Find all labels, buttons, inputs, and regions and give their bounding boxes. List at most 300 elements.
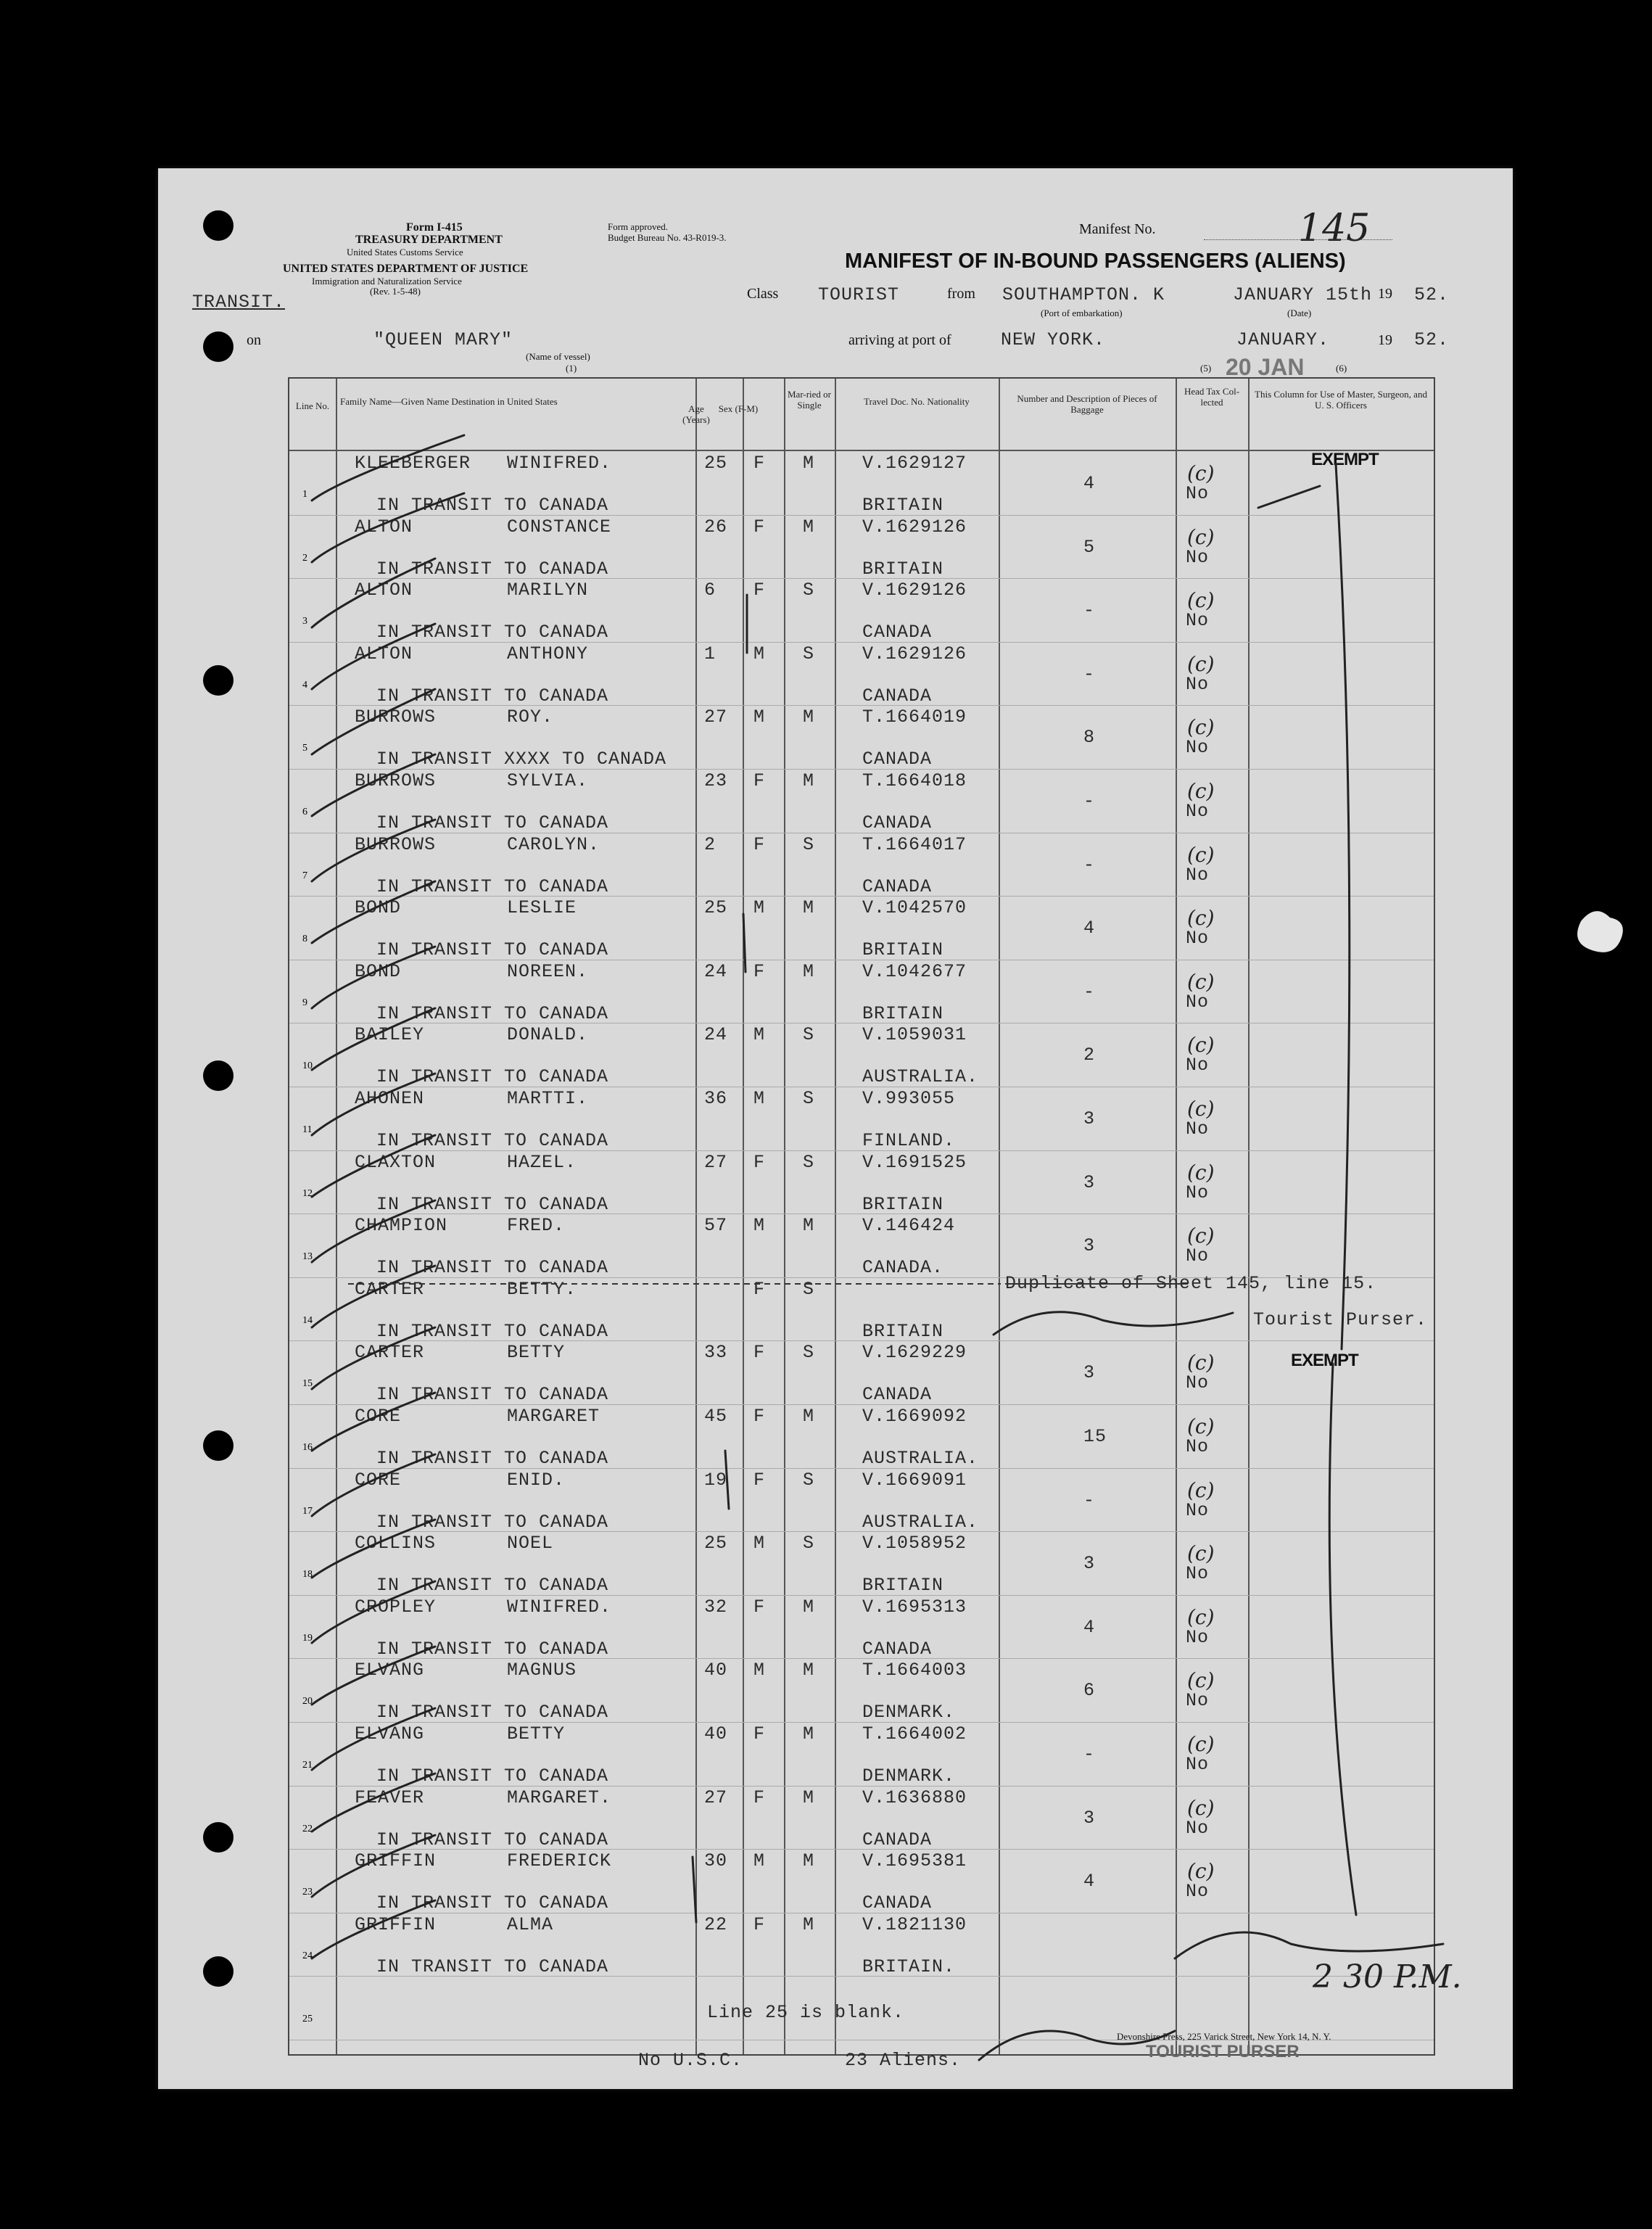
passenger-married: M <box>803 1850 815 1872</box>
passenger-age: 25 <box>704 1533 728 1554</box>
passenger-married: M <box>803 770 815 791</box>
passenger-age: 57 <box>704 1215 728 1237</box>
head-tax-mark: (c) <box>1187 1795 1215 1820</box>
passenger-married: M <box>803 1723 815 1744</box>
exempt-stamp-2: EXEMPT <box>1291 1351 1358 1370</box>
passenger-age: 23 <box>704 770 728 791</box>
duplicate-note: Duplicate of Sheet 145, line 15. <box>1005 1273 1377 1294</box>
destination: IN TRANSIT TO CANADA <box>376 812 609 833</box>
passenger-age: 27 <box>704 1151 728 1173</box>
treasury-dept: TREASURY DEPARTMENT <box>355 234 503 246</box>
passenger-given-name: LESLIE <box>507 897 577 919</box>
destination: IN TRANSIT TO CANADA <box>376 1320 609 1342</box>
checkmark <box>312 435 464 500</box>
passenger-given-name: MAGNUS <box>507 1660 577 1681</box>
nationality: CANADA <box>862 1829 933 1850</box>
head-tax-mark: (c) <box>1187 779 1215 803</box>
destination: IN TRANSIT TO CANADA <box>376 1193 609 1215</box>
passenger-given-name: HAZEL. <box>507 1151 577 1173</box>
nationality: CANADA <box>862 1892 933 1914</box>
head-tax-mark: (c) <box>1187 1160 1215 1184</box>
passenger-age: 25 <box>704 897 728 919</box>
justice-dept: UNITED STATES DEPARTMENT OF JUSTICE <box>283 263 529 275</box>
row-line-no: 7 <box>302 870 307 881</box>
row-line-no: 25 <box>302 2014 313 2025</box>
form-revision: (Rev. 1-5-48) <box>370 286 421 297</box>
manifest-no-label: Manifest No. <box>1079 221 1156 237</box>
passenger-given-name: MARILYN <box>507 580 589 601</box>
travel-doc-no: V.1636880 <box>862 1787 967 1808</box>
passenger-age: 32 <box>704 1596 728 1618</box>
col-6-num: (6) <box>1336 363 1347 374</box>
passenger-married: S <box>803 580 815 601</box>
destination: IN TRANSIT XXXX TO CANADA <box>376 749 667 770</box>
on-label: on <box>247 332 261 348</box>
row-line-no: 3 <box>302 616 307 627</box>
destination: IN TRANSIT TO CANADA <box>376 622 609 643</box>
passenger-sex: F <box>753 580 766 601</box>
baggage-count: 3 <box>1083 1171 1096 1193</box>
head-tax-mark: (c) <box>1187 969 1215 994</box>
passenger-married: M <box>803 516 815 537</box>
head-tax: No <box>1186 1372 1210 1394</box>
from-label: from <box>947 286 975 302</box>
passenger-given-name: ROY. <box>507 706 554 728</box>
head-tax-mark: (c) <box>1187 588 1215 613</box>
passenger-sex: F <box>753 1469 766 1491</box>
passenger-sex: M <box>753 1850 766 1872</box>
nationality: BRITAIN <box>862 1193 944 1215</box>
head-tax: No <box>1186 1055 1210 1076</box>
baggage-count: 3 <box>1083 1235 1096 1257</box>
passenger-family-name: ALTON <box>355 580 413 601</box>
passenger-given-name: FRED. <box>507 1215 566 1237</box>
row-line-no: 12 <box>302 1187 313 1199</box>
head-tax-mark: (c) <box>1187 1097 1215 1121</box>
passenger-married: M <box>803 897 815 919</box>
row-line-no: 22 <box>302 1823 313 1834</box>
travel-doc-no: T.1664017 <box>862 833 967 855</box>
form-number: Form I-415 <box>406 221 463 234</box>
passenger-family-name: CROPLEY <box>355 1596 437 1618</box>
passenger-family-name: CARTER <box>355 1278 425 1300</box>
passenger-sex: M <box>753 897 766 919</box>
arriving-year-label: 19 <box>1378 332 1392 348</box>
baggage-count: 3 <box>1083 1362 1096 1384</box>
nationality: CANADA <box>862 685 933 706</box>
passenger-given-name: SYLVIA. <box>507 770 589 791</box>
destination: IN TRANSIT TO CANADA <box>376 1257 609 1279</box>
passenger-family-name: BURROWS <box>355 833 437 855</box>
row-line-no: 11 <box>302 1124 313 1135</box>
head-tax: No <box>1186 1182 1210 1203</box>
passenger-given-name: ENID. <box>507 1469 566 1491</box>
head-tax: No <box>1186 991 1210 1013</box>
head-tax-mark: (c) <box>1187 1478 1215 1502</box>
baggage-count: - <box>1083 981 1096 1002</box>
travel-doc-no: V.1695313 <box>862 1596 967 1618</box>
passenger-age: 25 <box>704 453 728 474</box>
passenger-given-name: CONSTANCE <box>507 516 612 537</box>
manifest-no-value: 145 <box>1298 207 1371 250</box>
travel-doc-no: V.1059031 <box>862 1024 967 1046</box>
passenger-family-name: AHONEN <box>355 1088 425 1109</box>
passenger-age: 6 <box>704 580 716 601</box>
baggage-count: 3 <box>1083 1807 1096 1829</box>
passenger-given-name: FREDERICK <box>507 1850 612 1872</box>
passenger-married: S <box>803 833 815 855</box>
nationality: CANADA <box>862 1384 933 1406</box>
nationality: CANADA <box>862 812 933 833</box>
nationality: BRITAIN <box>862 495 944 516</box>
passenger-sex: F <box>753 1278 766 1300</box>
arrival-date-stamp: 20 JAN <box>1226 354 1305 380</box>
destination: IN TRANSIT TO CANADA <box>376 1702 609 1723</box>
row-line-no: 21 <box>302 1760 313 1771</box>
passenger-married: M <box>803 1913 815 1935</box>
passenger-sex: F <box>753 833 766 855</box>
baggage-count: - <box>1083 854 1096 875</box>
travel-doc-no: V.1629126 <box>862 580 967 601</box>
time-annotation: 2 30 P.M. <box>1313 1958 1462 1995</box>
row-line-no: 6 <box>302 807 307 817</box>
footer-aliens: 23 Aliens. <box>845 2050 962 2071</box>
nationality: BRITAIN. <box>862 1956 956 1977</box>
passenger-given-name: BETTY <box>507 1342 566 1364</box>
passenger-given-name: BETTY <box>507 1723 566 1744</box>
head-tax: No <box>1186 1626 1210 1648</box>
destination: IN TRANSIT TO CANADA <box>376 685 609 706</box>
destination: IN TRANSIT TO CANADA <box>376 1002 609 1024</box>
nationality: AUSTRALIA. <box>862 1066 979 1088</box>
manifest-title: MANIFEST OF IN-BOUND PASSENGERS (ALIENS) <box>845 250 1346 273</box>
destination: IN TRANSIT TO CANADA <box>376 1066 609 1088</box>
arriving-date: JANUARY. <box>1236 329 1330 350</box>
head-tax: No <box>1186 864 1210 886</box>
head-tax-mark: (c) <box>1187 1668 1215 1693</box>
travel-doc-no: V.1691525 <box>862 1151 967 1173</box>
passenger-sex: F <box>753 1723 766 1744</box>
passenger-married: S <box>803 1342 815 1364</box>
passenger-sex: M <box>753 1215 766 1237</box>
baggage-count: 4 <box>1083 918 1096 939</box>
row-line-no: 4 <box>302 679 307 691</box>
head-tax: No <box>1186 673 1210 695</box>
nationality: CANADA <box>862 749 933 770</box>
baggage-count: 8 <box>1083 727 1096 749</box>
row-line-no: 24 <box>302 1950 313 1961</box>
passenger-given-name: ALMA <box>507 1913 554 1935</box>
class-label: Class <box>747 286 779 302</box>
destination: IN TRANSIT TO CANADA <box>376 1384 609 1406</box>
travel-doc-no: V.1669091 <box>862 1469 967 1491</box>
head-tax-mark: (c) <box>1187 651 1215 676</box>
baggage-count: 3 <box>1083 1108 1096 1129</box>
passenger-given-name: BETTY. <box>507 1278 577 1300</box>
destination: IN TRANSIT TO CANADA <box>376 1892 609 1914</box>
head-tax-mark: (c) <box>1187 1541 1215 1566</box>
row-line-no: 5 <box>302 743 307 754</box>
passenger-married: S <box>803 1533 815 1554</box>
baggage-count: 2 <box>1083 1045 1096 1066</box>
destination: IN TRANSIT TO CANADA <box>376 1829 609 1850</box>
head-tax: No <box>1186 1499 1210 1521</box>
baggage-count: - <box>1083 1489 1096 1511</box>
travel-doc-no: V.993055 <box>862 1088 956 1109</box>
passenger-age: 30 <box>704 1850 728 1872</box>
passenger-family-name: CORE <box>355 1469 402 1491</box>
baggage-count: 5 <box>1083 536 1096 558</box>
passenger-given-name: MARGARET. <box>507 1787 612 1808</box>
row-line-no: 1 <box>302 489 307 500</box>
passenger-married: S <box>803 643 815 664</box>
embark-port: SOUTHAMPTON. K <box>1002 284 1165 305</box>
date-note: (Date) <box>1287 308 1312 318</box>
head-tax: No <box>1186 1817 1210 1839</box>
row-line-no: 18 <box>302 1569 313 1581</box>
passenger-sex: F <box>753 1787 766 1808</box>
passenger-given-name: MARTTI. <box>507 1088 589 1109</box>
head-tax: No <box>1186 1754 1210 1775</box>
header-sex: Sex (F-M) <box>718 403 759 414</box>
destination: IN TRANSIT TO CANADA <box>376 1638 609 1660</box>
passenger-family-name: ALTON <box>355 643 413 664</box>
header-line-no: Line No. <box>295 400 330 411</box>
passenger-age: 45 <box>704 1406 728 1427</box>
passenger-sex: F <box>753 1913 766 1935</box>
head-tax-mark: (c) <box>1187 842 1215 867</box>
passenger-sex: F <box>753 453 766 474</box>
head-tax: No <box>1186 928 1210 949</box>
head-tax-mark: (c) <box>1187 1224 1215 1248</box>
head-tax: No <box>1186 610 1210 632</box>
arriving-year: 52. <box>1414 329 1450 350</box>
travel-doc-no: V.146424 <box>862 1215 956 1237</box>
passenger-sex: F <box>753 960 766 982</box>
passenger-given-name: NOREEN. <box>507 960 589 982</box>
nationality: CANADA <box>862 875 933 897</box>
col-5-num: (5) <box>1200 363 1212 374</box>
passenger-family-name: GRIFFIN <box>355 1850 437 1872</box>
header-name: Family Name—Given Name Destination in United States <box>340 396 558 407</box>
passenger-age: 26 <box>704 516 728 537</box>
passenger-married: M <box>803 1660 815 1681</box>
head-tax: No <box>1186 1245 1210 1267</box>
baggage-count: - <box>1083 663 1096 685</box>
head-tax: No <box>1186 801 1210 822</box>
head-tax: No <box>1186 737 1210 759</box>
nationality: BRITAIN <box>862 558 944 580</box>
head-tax-mark: (c) <box>1187 906 1215 931</box>
row-line-no: 13 <box>302 1251 313 1263</box>
row-line-no: 9 <box>302 997 307 1008</box>
passenger-sex: F <box>753 1596 766 1618</box>
passenger-sex: M <box>753 1088 766 1109</box>
head-tax-mark: (c) <box>1187 461 1215 485</box>
travel-doc-no: V.1629127 <box>862 453 967 474</box>
embark-date: JANUARY 15th <box>1233 284 1373 305</box>
baggage-count: 4 <box>1083 473 1096 494</box>
passenger-family-name: KLEEBERGER <box>355 453 471 474</box>
vessel-name: "QUEEN MARY" <box>373 329 513 350</box>
passenger-sex: F <box>753 1151 766 1173</box>
head-tax: No <box>1186 1436 1210 1457</box>
destination: IN TRANSIT TO CANADA <box>376 1575 609 1596</box>
head-tax: No <box>1186 1881 1210 1903</box>
passenger-married: M <box>803 1596 815 1618</box>
passenger-age: 22 <box>704 1913 728 1935</box>
passenger-family-name: ALTON <box>355 516 413 537</box>
passenger-married: M <box>803 453 815 474</box>
nationality: DENMARK. <box>862 1702 956 1723</box>
travel-doc-no: V.1058952 <box>862 1533 967 1554</box>
row-line-no: 20 <box>302 1696 313 1707</box>
exempt-stamp: EXEMPT <box>1311 450 1379 469</box>
passenger-married: M <box>803 706 815 728</box>
head-tax-mark: (c) <box>1187 1732 1215 1756</box>
head-tax: No <box>1186 1563 1210 1585</box>
passenger-given-name: ANTHONY <box>507 643 589 664</box>
passenger-family-name: COLLINS <box>355 1533 437 1554</box>
passenger-family-name: BAILEY <box>355 1024 425 1046</box>
baggage-count: - <box>1083 791 1096 812</box>
nationality: CANADA. <box>862 1257 944 1279</box>
travel-doc-no: T.1664002 <box>862 1723 967 1744</box>
travel-doc-no: V.1629126 <box>862 643 967 664</box>
head-tax: No <box>1186 546 1210 568</box>
passenger-family-name: FEAVER <box>355 1787 425 1808</box>
row-line-no: 16 <box>302 1442 313 1453</box>
vessel-note: (Name of vessel) <box>526 351 590 362</box>
passenger-sex: M <box>753 643 766 664</box>
baggage-count: 15 <box>1083 1426 1107 1447</box>
row-line-no: 19 <box>302 1632 313 1644</box>
passenger-married: S <box>803 1278 815 1300</box>
purser-stamp: TOURIST PURSER <box>1146 2042 1300 2061</box>
passenger-sex: M <box>753 1533 766 1554</box>
nationality: BRITAIN <box>862 1575 944 1596</box>
baggage-count: 4 <box>1083 1871 1096 1892</box>
row-line-no: 14 <box>302 1314 313 1326</box>
passenger-sex: F <box>753 1406 766 1427</box>
passenger-married: S <box>803 1024 815 1046</box>
head-tax-mark: (c) <box>1187 1859 1215 1884</box>
customs-service: United States Customs Service <box>347 247 463 257</box>
travel-doc-no: V.1821130 <box>862 1913 967 1935</box>
row-line-no: 17 <box>302 1505 313 1517</box>
passenger-age: 40 <box>704 1723 728 1744</box>
passenger-family-name: CHAMPION <box>355 1215 448 1237</box>
arriving-label: arriving at port of <box>848 332 951 348</box>
passenger-married: S <box>803 1151 815 1173</box>
travel-doc-no: T.1664019 <box>862 706 967 728</box>
head-tax-mark: (c) <box>1187 524 1215 549</box>
travel-doc-no: V.1669092 <box>862 1406 967 1427</box>
ins-service: Immigration and Naturalization Service <box>312 276 462 287</box>
destination: IN TRANSIT TO CANADA <box>376 1956 609 1977</box>
destination: IN TRANSIT TO CANADA <box>376 558 609 580</box>
passenger-married: S <box>803 1088 815 1109</box>
passenger-family-name: ELVANG <box>355 1723 425 1744</box>
passenger-age: 36 <box>704 1088 728 1109</box>
passenger-sex: M <box>753 706 766 728</box>
transit-label: TRANSIT. <box>192 292 286 313</box>
head-tax: No <box>1186 483 1210 504</box>
row-line-no: 10 <box>302 1060 313 1072</box>
passenger-sex: M <box>753 1660 766 1681</box>
baggage-count: 6 <box>1083 1680 1096 1702</box>
destination: IN TRANSIT TO CANADA <box>376 1130 609 1151</box>
passenger-age: 27 <box>704 706 728 728</box>
passenger-married: S <box>803 1469 815 1491</box>
head-tax-mark: (c) <box>1187 1351 1215 1375</box>
header-head-tax: Head Tax Col-lected <box>1184 386 1240 408</box>
nationality: CANADA <box>862 1638 933 1660</box>
header-married: Mar-ried or Single <box>787 389 832 411</box>
head-tax-mark: (c) <box>1187 1604 1215 1629</box>
passenger-age: 33 <box>704 1342 728 1364</box>
vessel-col-num: (1) <box>566 363 577 374</box>
travel-doc-no: V.1629126 <box>862 516 967 537</box>
passenger-sex: F <box>753 770 766 791</box>
passenger-family-name: CORE <box>355 1406 402 1427</box>
passenger-family-name: BURROWS <box>355 770 437 791</box>
header-officers-use: This Column for Use of Master, Surgeon, and U. S. Officers <box>1255 389 1427 411</box>
printer-imprint: Devonshire Press, 225 Varick Street, New York 14, N. Y. <box>1117 2031 1331 2042</box>
destination: IN TRANSIT TO CANADA <box>376 1511 609 1533</box>
passenger-age: 40 <box>704 1660 728 1681</box>
budget-bureau: Budget Bureau No. 43-R019-3. <box>608 232 727 243</box>
nationality: FINLAND. <box>862 1130 956 1151</box>
row-line-no: 8 <box>302 934 307 945</box>
travel-doc-no: T.1664018 <box>862 770 967 791</box>
header-baggage: Number and Description of Pieces of Baggage <box>1017 393 1157 415</box>
destination: IN TRANSIT TO CANADA <box>376 939 609 961</box>
row-line-no: 15 <box>302 1378 313 1390</box>
destination: IN TRANSIT TO CANADA <box>376 1448 609 1469</box>
travel-doc-no: V.1695381 <box>862 1850 967 1872</box>
purser-note: Tourist Purser. <box>1253 1309 1428 1330</box>
baggage-count: 4 <box>1083 1616 1096 1638</box>
line-25-note: Line 25 is blank. <box>707 2002 905 2023</box>
passenger-family-name: CARTER <box>355 1342 425 1364</box>
travel-doc-no: T.1664003 <box>862 1660 967 1681</box>
head-tax-mark: (c) <box>1187 715 1215 740</box>
nationality: CANADA <box>862 622 933 643</box>
destination: IN TRANSIT TO CANADA <box>376 1766 609 1787</box>
form-approved: Form approved. <box>608 221 669 232</box>
embark-year: 52. <box>1414 284 1450 305</box>
passenger-given-name: WINIFRED. <box>507 453 612 474</box>
travel-doc-no: V.1042677 <box>862 960 967 982</box>
passenger-given-name: CAROLYN. <box>507 833 600 855</box>
passenger-married: M <box>803 1406 815 1427</box>
embark-note: (Port of embarkation) <box>1041 308 1123 318</box>
header-age: Age (Years) <box>682 403 710 425</box>
travel-doc-no: V.1629229 <box>862 1342 967 1364</box>
head-tax-mark: (c) <box>1187 1033 1215 1058</box>
row-line-no: 23 <box>302 1887 313 1898</box>
head-tax-mark: (c) <box>1187 1414 1215 1438</box>
row-line-no: 2 <box>302 552 307 564</box>
baggage-count: - <box>1083 600 1096 622</box>
passenger-given-name: NOEL <box>507 1533 554 1554</box>
passenger-family-name: BURROWS <box>355 706 437 728</box>
nationality: BRITAIN <box>862 1002 944 1024</box>
passenger-age: 1 <box>704 643 716 664</box>
passenger-given-name: DONALD. <box>507 1024 589 1046</box>
arriving-port: NEW YORK. <box>1001 329 1106 350</box>
